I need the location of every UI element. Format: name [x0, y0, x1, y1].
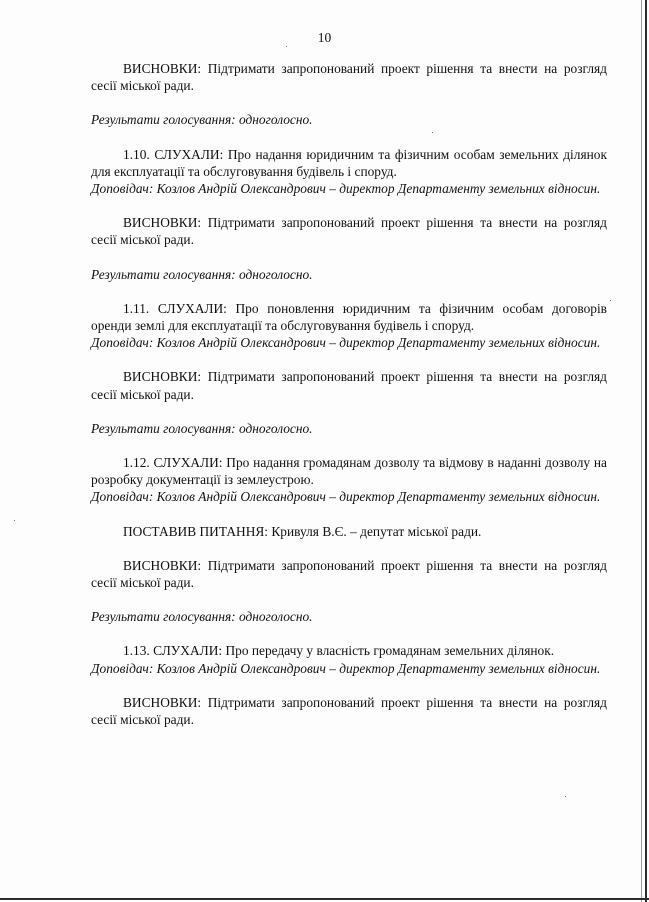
- conclusion-paragraph: ВИСНОВКИ: Підтримати запропонований проект рішення та внести на розгляд сесії міської ради.: [91, 61, 607, 94]
- conclusion-paragraph: ВИСНОВКИ: Підтримати запропонований проект рішення та внести на розгляд сесії міської ради.: [91, 369, 607, 402]
- scan-edge-right-shadow: [641, 0, 642, 902]
- heard-item-1-11: 1.11. СЛУХАЛИ: Про поновлення юридичним та фізичним особам договорів оренди землі для експлуатації та обслуговування будівель і споруд.: [91, 300, 607, 334]
- scan-speck: [610, 300, 611, 301]
- heard-item-1-13: 1.13. СЛУХАЛИ: Про передачу у власність громадянам земельних ділянок.: [123, 643, 555, 659]
- voting-result: Результати голосування: одноголосно.: [91, 266, 313, 282]
- voting-result: Результати голосування: одноголосно.: [91, 609, 313, 625]
- speaker-line: Доповідач: Козлов Андрій Олександрович – директор Департаменту земельних відносин.: [91, 489, 601, 505]
- speaker-line: Доповідач: Козлов Андрій Олександрович – директор Департаменту земельних відносин.: [91, 335, 601, 351]
- voting-result: Результати голосування: одноголосно.: [91, 420, 313, 436]
- conclusion-paragraph: ВИСНОВКИ: Підтримати запропонований проект рішення та внести на розгляд сесії міської ради.: [91, 694, 607, 728]
- scan-edge-bottom: [0, 898, 649, 900]
- page-number: 10: [317, 30, 332, 45]
- voting-result: Результати голосування: одноголосно.: [91, 112, 313, 128]
- conclusion-paragraph: ВИСНОВКИ: Підтримати запропонований проект рішення та внести на розгляд сесії міської ради.: [91, 215, 607, 248]
- scan-edge-right: [645, 0, 647, 902]
- minutes-body: [91, 60, 607, 728]
- scan-speck: [432, 132, 433, 133]
- speaker-line: Доповідач: Козлов Андрій Олександрович – директор Департаменту земельних відносин.: [91, 660, 601, 676]
- scan-speck: [14, 520, 15, 521]
- scan-speck: [565, 796, 566, 797]
- conclusion-paragraph: ВИСНОВКИ: Підтримати запропонований проект рішення та внести на розгляд сесії міської ради.: [91, 557, 607, 591]
- speaker-line: Доповідач: Козлов Андрій Олександрович – директор Департаменту земельних відносин.: [91, 181, 601, 197]
- scan-speck: [286, 46, 287, 47]
- heard-item-1-10: 1.10. СЛУХАЛИ: Про надання юридичним та фізичним особам земельних ділянок для експлуатації та обслуговування будівель і споруд.: [91, 146, 607, 179]
- heard-item-1-12: 1.12. СЛУХАЛИ: Про надання громадянам дозволу та відмову в наданні дозволу на розробку документації із землеустрою.: [91, 455, 607, 488]
- question-line: ПОСТАВИВ ПИТАННЯ: Кривуля В.Є. – депутат міської ради.: [123, 523, 482, 539]
